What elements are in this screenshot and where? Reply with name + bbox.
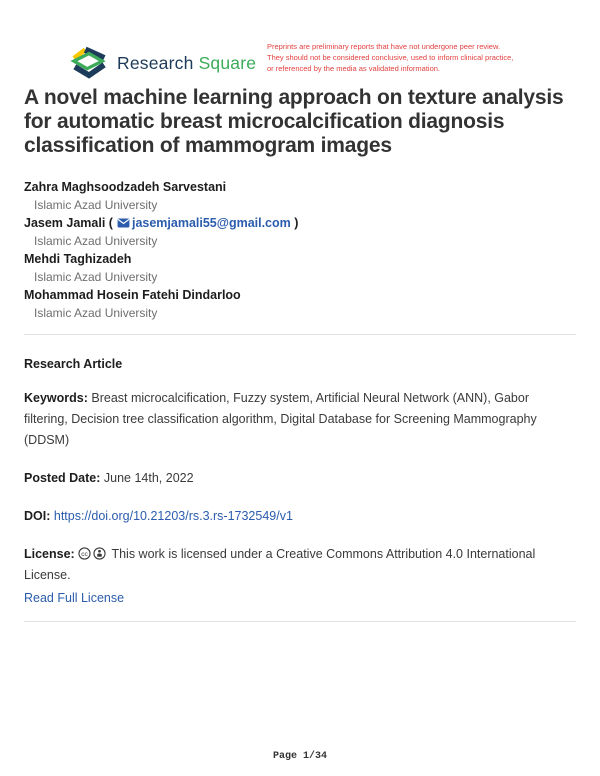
author-name: Mehdi Taghizadeh — [24, 252, 132, 266]
author-entry — [24, 214, 576, 250]
creative-commons-icon — [78, 547, 91, 560]
research-square-wordmark — [117, 53, 256, 74]
author-name: Zahra Maghsoodzadeh Sarvestani — [24, 180, 227, 194]
page-number: Page 1/34 — [272, 751, 327, 762]
license-text: This work is licensed under a Creative Commons Attribution 4.0 International License. — [24, 547, 536, 582]
read-full-license-link[interactable]: Read Full License — [24, 591, 125, 605]
author-entry — [24, 178, 576, 214]
envelope-icon — [117, 218, 130, 228]
brand-name-research: Research — [117, 52, 194, 73]
author-list — [24, 178, 576, 322]
author-affiliation: Islamic Azad University — [34, 198, 158, 212]
brand-name-square: Square — [198, 52, 257, 73]
posted-date-block — [24, 468, 576, 489]
posted-date-value: June 14th, 2022 — [103, 471, 194, 485]
license-block — [24, 544, 576, 609]
disclaimer-line-3: or referenced by the media as validated information. — [267, 64, 441, 73]
author-entry — [24, 286, 576, 322]
disclaimer-line-1: Preprints are preliminary reports that have not undergone peer review. — [267, 42, 501, 51]
author-name-with-email — [24, 214, 576, 232]
author-name: Jasem Jamali — [24, 216, 106, 230]
keywords-text: Breast microcalcification, Fuzzy system, Artificial Neural Network (ANN), Gabor filtering, Decision tree classification algorithm, Digital Database for Screening Mammography (DDSM) — [24, 391, 537, 447]
author-affiliation: Islamic Azad University — [34, 306, 158, 320]
research-square-logo-icon — [70, 46, 108, 80]
doi-label: DOI: — [24, 509, 51, 523]
section-divider-bottom — [24, 621, 576, 622]
author-name: Mohammad Hosein Fatehi Dindarloo — [24, 288, 241, 302]
corresponding-author-email-link[interactable]: jasemjamali55@gmail.com — [131, 216, 291, 230]
author-entry — [24, 250, 576, 286]
keywords-block — [24, 388, 576, 451]
attribution-person-icon — [93, 547, 106, 560]
article-type: Research Article — [24, 357, 123, 371]
email-paren-open: ( — [108, 216, 113, 230]
section-divider-top — [24, 334, 576, 335]
page-footer — [0, 751, 600, 762]
keywords-label: Keywords: — [24, 391, 88, 405]
preprint-disclaimer — [267, 41, 559, 74]
page-header — [0, 0, 600, 86]
disclaimer-line-2: They should not be considered conclusive, used to inform clinical practice, — [267, 53, 514, 62]
doi-block — [24, 506, 576, 527]
posted-date-label: Posted Date: — [24, 471, 101, 485]
license-label: License: — [24, 547, 75, 561]
author-affiliation: Islamic Azad University — [34, 270, 158, 284]
paper-title: A novel machine learning approach on texture analysis for automatic breast microcalcification diagnosis classification of mammogram images — [24, 86, 564, 157]
license-icons — [78, 547, 108, 561]
svg-text:cc: cc — [81, 550, 88, 558]
doi-link[interactable]: https://doi.org/10.21203/rs.3.rs-1732549/v1 — [53, 509, 293, 523]
research-square-logo — [70, 46, 256, 80]
email-paren-close: ) — [294, 216, 299, 230]
author-affiliation: Islamic Azad University — [34, 234, 158, 248]
